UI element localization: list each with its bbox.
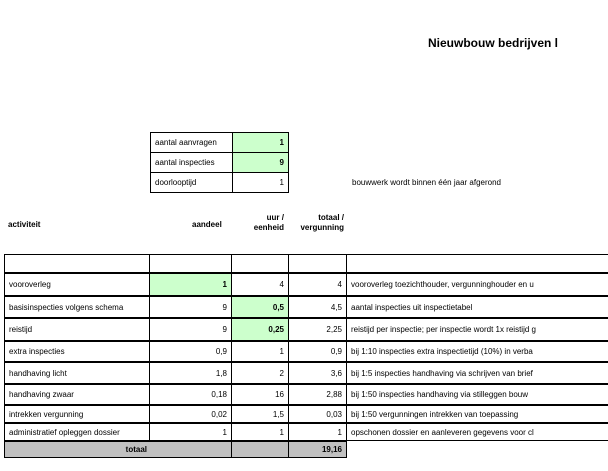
parameter-label: doorlooptijd: [150, 172, 233, 193]
parameter-note: bouwwerk wordt binnen één jaar afgerond: [352, 178, 501, 187]
parameter-value[interactable]: 1: [232, 132, 289, 153]
cell-uur[interactable]: 4: [231, 273, 289, 296]
parameter-label: aantal inspecties: [150, 152, 233, 173]
header-activiteit: activiteit: [8, 220, 41, 229]
empty-row-cell[interactable]: [346, 254, 608, 273]
cell-aandeel[interactable]: 1: [149, 273, 232, 296]
header-uur: [240, 213, 284, 233]
cell-activiteit[interactable]: handhaving licht: [4, 362, 150, 384]
cell-totaal[interactable]: 1: [288, 423, 347, 441]
cell-uur[interactable]: 0,25: [231, 318, 289, 341]
cell-totaal[interactable]: 2,88: [288, 384, 347, 405]
cell-activiteit[interactable]: intrekken vergunning: [4, 405, 150, 423]
cell-activiteit[interactable]: vooroverleg: [4, 273, 150, 296]
cell-activiteit[interactable]: basisinspecties volgens schema: [4, 296, 150, 318]
cell-activiteit[interactable]: extra inspecties: [4, 341, 150, 362]
cell-aandeel[interactable]: 9: [149, 296, 232, 318]
empty-row-cell[interactable]: [231, 254, 289, 273]
header-totaal: [288, 213, 344, 233]
header-totaal-line1: totaal /: [318, 213, 344, 222]
total-empty-cell: [231, 441, 289, 458]
cell-activiteit[interactable]: handhaving zwaar: [4, 384, 150, 405]
parameter-label: aantal aanvragen: [150, 132, 233, 153]
cell-totaal[interactable]: 0,9: [288, 341, 347, 362]
cell-uur[interactable]: 2: [231, 362, 289, 384]
sheet-title: Nieuwbouw bedrijven l: [428, 36, 559, 50]
cell-aandeel[interactable]: 9: [149, 318, 232, 341]
cell-uur[interactable]: 0,5: [231, 296, 289, 318]
cell-totaal[interactable]: 4: [288, 273, 347, 296]
cell-aandeel[interactable]: 1: [149, 423, 232, 441]
cell-aandeel[interactable]: 1,8: [149, 362, 232, 384]
cell-toelichting[interactable]: bij 1:50 vergunningen intrekken van toepassing: [346, 405, 608, 423]
empty-row-cell[interactable]: [149, 254, 232, 273]
cell-totaal[interactable]: 4,5: [288, 296, 347, 318]
cell-totaal[interactable]: 2,25: [288, 318, 347, 341]
cell-toelichting[interactable]: vooroverleg toezichthouder, vergunninghouder en u: [346, 273, 608, 296]
total-label: [4, 441, 232, 458]
cell-activiteit[interactable]: reistijd: [4, 318, 150, 341]
cell-aandeel[interactable]: 0,18: [149, 384, 232, 405]
cell-toelichting[interactable]: opschonen dossier en aanleveren gegevens voor cl: [346, 423, 608, 441]
cell-uur[interactable]: 16: [231, 384, 289, 405]
total-value[interactable]: 19,16: [288, 441, 347, 458]
parameter-value[interactable]: 9: [232, 152, 289, 173]
header-aandeel: aandeel: [192, 220, 222, 229]
cell-toelichting[interactable]: aantal inspecties uit inspectietabel: [346, 296, 608, 318]
cell-toelichting[interactable]: bij 1:5 inspecties handhaving via schrijven van brief: [346, 362, 608, 384]
header-totaal-line2: vergunning: [300, 223, 344, 232]
header-uur-line2: eenheid: [253, 223, 284, 232]
total-label-text: totaal: [125, 445, 147, 454]
parameter-value[interactable]: 1: [232, 172, 289, 193]
cell-uur[interactable]: 1: [231, 423, 289, 441]
cell-totaal[interactable]: 3,6: [288, 362, 347, 384]
empty-row-cell[interactable]: [288, 254, 347, 273]
cell-aandeel[interactable]: 0,9: [149, 341, 232, 362]
cell-uur[interactable]: 1: [231, 341, 289, 362]
header-uur-line1: uur /: [266, 213, 284, 222]
cell-totaal[interactable]: 0,03: [288, 405, 347, 423]
cell-toelichting[interactable]: reistijd per inspectie; per inspectie wordt 1x reistijd g: [346, 318, 608, 341]
cell-uur[interactable]: 1,5: [231, 405, 289, 423]
cell-toelichting[interactable]: bij 1:10 inspecties extra inspectietijd (10%) in verba: [346, 341, 608, 362]
cell-aandeel[interactable]: 0,02: [149, 405, 232, 423]
empty-row-cell[interactable]: [4, 254, 150, 273]
cell-toelichting[interactable]: bij 1:50 inspecties handhaving via stilleggen bouw: [346, 384, 608, 405]
cell-activiteit[interactable]: administratief opleggen dossier: [4, 423, 150, 441]
